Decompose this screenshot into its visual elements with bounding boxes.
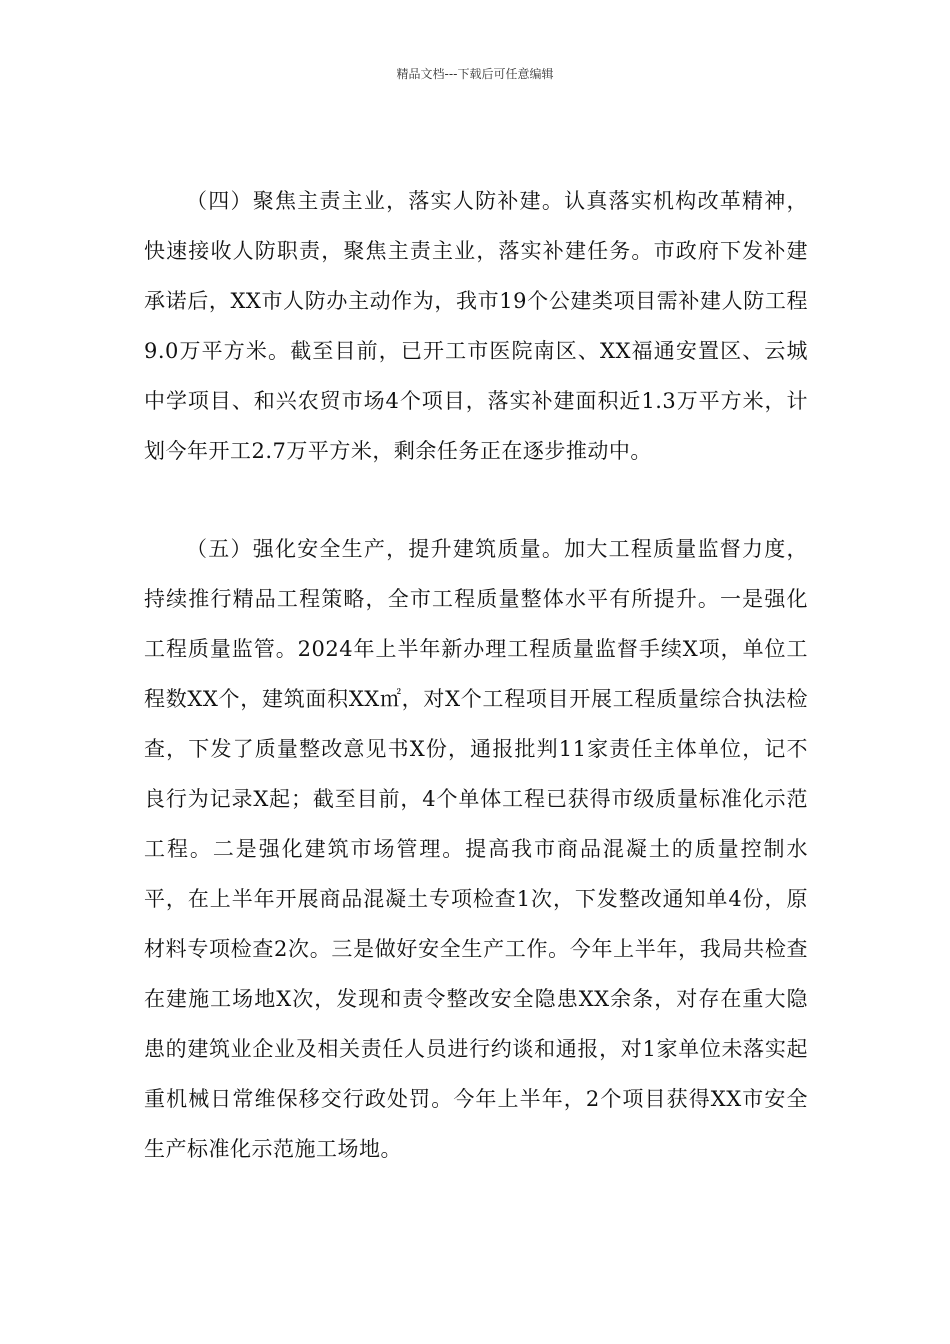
section-4-paragraph: （四）聚焦主责主业，落实人防补建。认真落实机构改革精神，快速接收人防职责，聚焦主责主业，落实补建任务。市政府下发补建承诺后，XX市人防办主动作为，我市19个公建类项目需补建人防工程9.0万平方米。截至目前，已开工市医院南区、XX福通安置区、云城中学项目、和兴农贸市场4个项目，落实补建面积近1.3万平方米，计划今年开工2.7万平方米，剩余任务正在逐步推动中。 bbox=[144, 189, 808, 463]
section-5-paragraph: （五）强化安全生产，提升建筑质量。加大工程质量监督力度，持续推行精品工程策略，全市工程质量整体水平有所提升。一是强化工程质量监管。2024年上半年新办理工程质量监督手续X项，单位工程数XX个，建筑面积XX㎡，对X个工程项目开展工程质量综合执法检查，下发了质量整改意见书X份，通报批判11家责任主体单位，记不良行为记录X起；截至目前，4个单体工程已获得市级质量标准化示范工程。二是强化建筑市场管理。提高我市商品混凝土的质量控制水平，在上半年开展商品混凝土专项检查1次，下发整改通知单4份，原材料专项检查2次。三是做好安全生产工作。今年上半年，我局共检查在建施工场地X次，发现和责令整改安全隐患XX余条，对存在重大隐患的建筑业企业及相关责任人员进行约谈和通报，对1家单位未落实起重机械日常维保移交行政处罚。今年上半年，2个项目获得XX市安全生产标准化示范施工场地。 bbox=[144, 537, 808, 1161]
page-header: 精品文档---下载后可任意编辑 bbox=[396, 67, 554, 81]
